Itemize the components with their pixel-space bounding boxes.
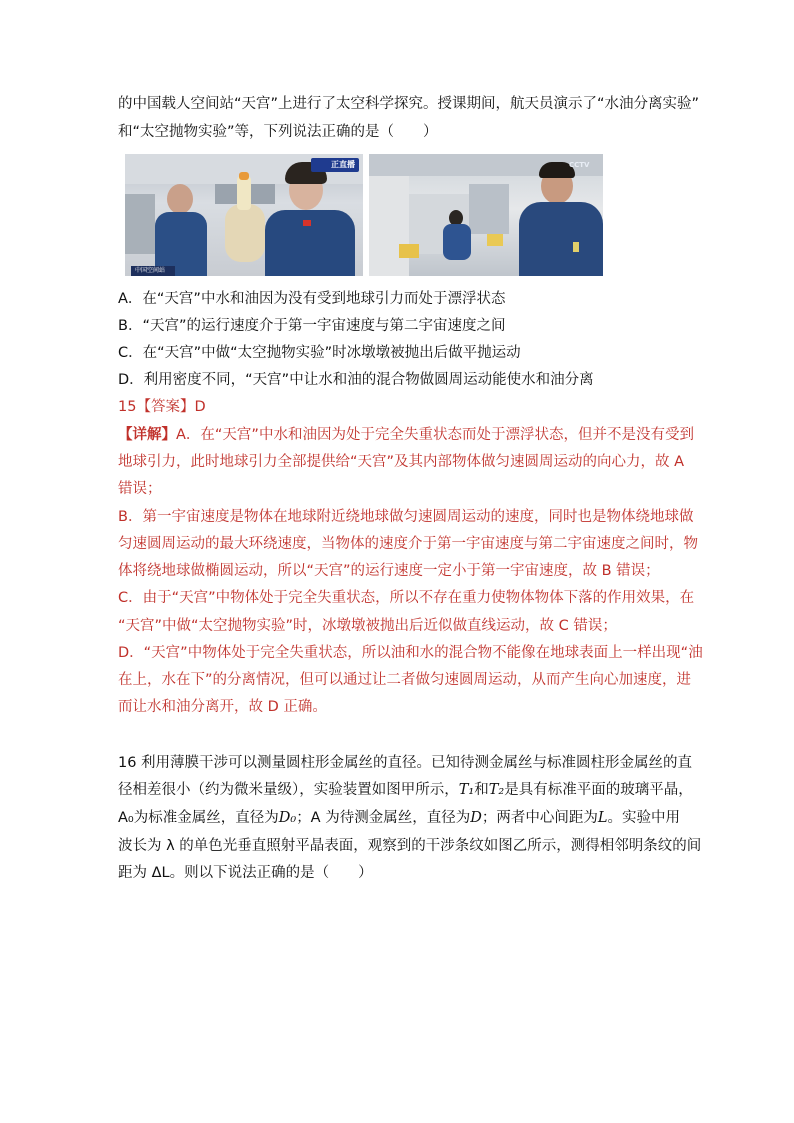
q15-analysis-line3: 错误；: [118, 481, 162, 497]
q15-analysis-line10: 在上，水在下”的分离情况，但可以通过让二者做匀速圆周运动，从而产生向心加速度，进: [118, 672, 692, 688]
q15-intro-line2: 和“太空抛物实验”等，下列说法正确的是（ ）: [118, 124, 438, 140]
analysis-tag: 【详解】: [118, 427, 176, 443]
q16-line3: [118, 808, 680, 828]
q15-analysis-line1: [118, 425, 694, 445]
q15-option-c: C．在“天宫”中做“太空抛物实验”时冰墩墩被抛出后做平抛运动: [118, 345, 521, 361]
astronaut-photo-right: [369, 154, 603, 276]
q16-line2-mid: 和: [474, 782, 489, 798]
symbol-d0: D₀: [278, 810, 297, 826]
q15-analysis-line5: 匀速圆周运动的最大环绕速度，当物体的速度介于第一宇宙速度与第二宇宙速度之间时，物: [118, 536, 698, 552]
q16-line2-a: 径相差很小（约为微米量级），实验装置如图甲所示，: [118, 782, 459, 798]
q16-line3-end: 。实验中用: [607, 810, 680, 826]
q15-photo-strip: [121, 148, 605, 280]
symbol-l: L: [597, 810, 608, 826]
q15-analysis-line11: 而让水和油分离开，故 D 正确。: [118, 699, 327, 715]
q16-line2-b: 是具有标准平面的玻璃平晶，: [504, 782, 693, 798]
q15-analysis-line9: D．“天宫”中物体处于完全失重状态，所以油和水的混合物不能像在地球表面上一样出现“油: [118, 645, 703, 661]
photo-left-logo: 正直播: [331, 160, 355, 169]
symbol-t2: T₂: [488, 782, 505, 798]
q15-analysis-line6: 体将绕地球做椭圆运动，所以“天宫”的运行速度一定小于第一宇宙速度，故 B 错误；: [118, 563, 660, 579]
q15-analysis-line8: “天宫”中做“太空抛物实验”时，冰墩墩被抛出后近似做直线运动，故 C 错误；: [118, 618, 617, 634]
q16-line3-c: ；两者中心间距为: [481, 810, 598, 826]
q16-line1: 16 利用薄膜干涉可以测量圆柱形金属丝的直径。已知待测金属丝与标准圆柱形金属丝的直: [118, 755, 693, 771]
q15-answer: 15【答案】D: [118, 399, 206, 415]
q16-line5: 距为 ΔL。则以下说法正确的是（ ）: [118, 865, 373, 881]
photo-right-logo: CCTV: [569, 161, 590, 169]
q16-line2: [118, 780, 693, 800]
q15-analysis-line4: B．第一宇宙速度是物体在地球附近绕地球做匀速圆周运动的速度，同时也是物体绕地球做: [118, 509, 694, 525]
q15-option-a: A．在“天宫”中水和油因为没有受到地球引力而处于漂浮状态: [118, 291, 506, 307]
q15-analysis-line7: C．由于“天宫”中物体处于完全失重状态，所以不存在重力使物体物体下落的作用效果，在: [118, 590, 695, 606]
q16-line3-b: ；A 为待测金属丝，直径为: [296, 810, 471, 826]
symbol-t1: T₁: [458, 782, 475, 798]
q15-intro-line1: 的中国载人空间站“天宫”上进行了太空科学探究。授课期间，航天员演示了“水油分离实验”: [118, 96, 700, 112]
q16-line4: 波长为 λ 的单色光垂直照射平晶表面，观察到的干涉条纹如图乙所示，测得相邻明条纹的间: [118, 838, 702, 854]
analysis-text-1: A．在“天宫”中水和油因为处于完全失重状态而处于漂浮状态，但并不是没有受到: [176, 427, 694, 443]
q16-line3-a: 为标准金属丝，直径为: [133, 810, 279, 826]
symbol-d: D: [470, 810, 482, 826]
q15-option-d: D．利用密度不同，“天宫”中让水和油的混合物做圆周运动能使水和油分离: [118, 372, 594, 388]
q15-analysis-line2: 地球引力，此时地球引力全部提供给“天宫”及其内部物体做匀速圆周运动的向心力，故 A: [118, 454, 685, 470]
astronaut-photo-left: [125, 154, 363, 276]
photo-left-caption: 中国空间站: [135, 267, 166, 274]
symbol-a0: A₀: [118, 810, 134, 826]
q15-option-b: B．“天宫”的运行速度介于第一宇宙速度与第二宇宙速度之间: [118, 318, 506, 334]
